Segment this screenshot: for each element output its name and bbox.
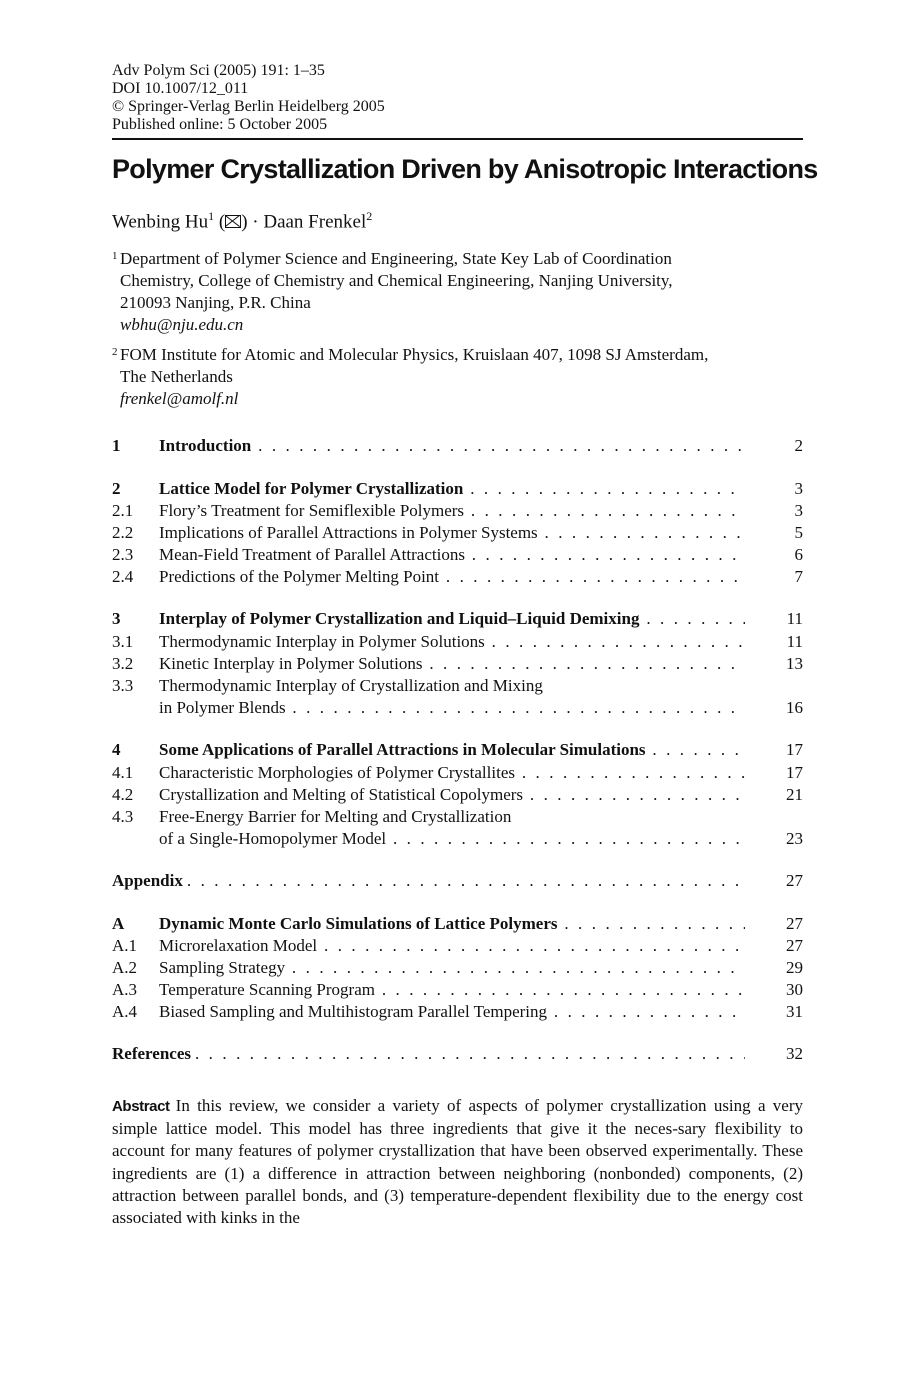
affiliation-number: 2 <box>112 346 118 359</box>
paper-page <box>112 62 818 1229</box>
toc-number: 3.2 <box>112 653 134 673</box>
toc-title <box>159 807 745 827</box>
toc-page-number: 21 <box>786 784 803 804</box>
toc-number: 3.3 <box>112 676 134 696</box>
author-email-link[interactable]: wbhu@nju.edu.cn <box>120 315 244 335</box>
toc-title-text: of a Single-Homopolymer Model <box>159 829 387 849</box>
toc-page-number: 11 <box>786 631 803 651</box>
toc-title <box>159 698 745 718</box>
toc-entry[interactable] <box>112 523 803 545</box>
toc-entry[interactable] <box>112 763 803 785</box>
toc-title-text: Predictions of the Polymer Melting Point <box>159 567 440 587</box>
toc-entry[interactable] <box>112 871 803 893</box>
toc-number: 4.2 <box>112 784 134 804</box>
toc-title <box>159 436 745 456</box>
toc-title-text: Free-Energy Barrier for Melting and Crystallization <box>159 806 512 826</box>
toc-title-text <box>191 1044 195 1063</box>
author-email-link[interactable]: frenkel@amolf.nl <box>120 389 239 409</box>
toc-number: References <box>112 1044 191 1064</box>
toc-entry[interactable] <box>112 1044 803 1066</box>
toc-title-text: Temperature Scanning Program <box>159 980 375 1000</box>
published-date: Published online: 5 October 2005 <box>112 116 328 133</box>
copyright: © Springer-Verlag Berlin Heidelberg 2005 <box>112 98 385 115</box>
toc-entry[interactable] <box>112 632 803 654</box>
toc-title-text: Biased Sampling and Multihistogram Parallel Tempering <box>159 1002 548 1022</box>
toc-entry[interactable] <box>112 829 803 851</box>
affiliation-line: Department of Polymer Science and Engineering, State Key Lab of Coordination <box>120 249 672 269</box>
toc-entry[interactable] <box>112 785 803 807</box>
toc-entry[interactable] <box>112 698 803 720</box>
toc-entry[interactable] <box>112 436 803 458</box>
toc-number: A.1 <box>112 935 138 955</box>
toc-page-number: 3 <box>794 500 803 520</box>
toc-page-number: 7 <box>794 567 803 587</box>
toc-page-number: 17 <box>786 740 803 760</box>
toc-entry[interactable] <box>112 479 803 501</box>
toc-number: A.3 <box>112 980 138 1000</box>
toc-title-text: Implications of Parallel Attractions in Polymer Systems <box>159 522 538 542</box>
toc-title <box>159 567 745 587</box>
toc-page-number: 23 <box>786 829 803 849</box>
toc-entry[interactable] <box>112 914 803 936</box>
author-name: Wenbing Hu <box>112 211 209 233</box>
toc-title-text: Sampling Strategy <box>159 957 286 977</box>
toc-title <box>159 914 745 934</box>
toc-title-text <box>183 871 187 890</box>
toc-entry[interactable] <box>112 567 803 589</box>
affiliation-line: Chemistry, College of Chemistry and Chemical Engineering, Nanjing University, <box>120 271 673 291</box>
toc-title <box>191 1044 745 1064</box>
author-name: Daan Frenkel <box>263 211 367 233</box>
toc-entry[interactable] <box>112 545 803 567</box>
toc-entry[interactable] <box>112 980 803 1002</box>
toc-page-number: 27 <box>786 913 803 933</box>
table-of-contents <box>112 436 803 1066</box>
toc-title-text: Lattice Model for Polymer Crystallization <box>159 478 464 498</box>
toc-entry[interactable] <box>112 654 803 676</box>
affiliation-number: 1 <box>112 250 118 263</box>
toc-title-text: Flory’s Treatment for Semiflexible Polymers <box>159 500 465 520</box>
toc-number: A.2 <box>112 957 138 977</box>
toc-title <box>159 654 745 674</box>
toc-title <box>159 676 745 696</box>
author-separator: · <box>247 211 264 233</box>
toc-page-number: 17 <box>786 762 803 782</box>
toc-number: A <box>112 913 125 933</box>
toc-number: 4.3 <box>112 806 134 826</box>
toc-title-text: Dynamic Monte Carlo Simulations of Lattice Polymers <box>159 913 558 933</box>
toc-title <box>159 1002 745 1022</box>
toc-page-number: 29 <box>786 957 803 977</box>
toc-number: 2.1 <box>112 500 134 520</box>
toc-title <box>159 479 745 499</box>
toc-number: 2 <box>112 478 121 498</box>
affiliation-marker: 2 <box>366 209 373 223</box>
toc-title <box>159 785 745 805</box>
toc-title-text: Thermodynamic Interplay in Polymer Solutions <box>159 631 485 651</box>
toc-entry[interactable] <box>112 676 803 698</box>
toc-title-text: Interplay of Polymer Crystallization and Liquid–Liquid Demixing <box>159 609 640 629</box>
affiliation-line: The Netherlands <box>120 367 233 387</box>
abstract <box>112 1095 803 1230</box>
toc-page-number: 3 <box>794 478 803 498</box>
toc-page-number: 27 <box>786 935 803 955</box>
toc-number: 3 <box>112 609 121 629</box>
toc-number: A.4 <box>112 1002 138 1022</box>
journal-header <box>112 62 803 134</box>
toc-page-number: 6 <box>794 545 803 565</box>
toc-page-number: 11 <box>786 609 803 629</box>
toc-entry[interactable] <box>112 1002 803 1024</box>
toc-title-text: Thermodynamic Interplay of Crystallization and Mixing <box>159 676 543 696</box>
toc-entry[interactable] <box>112 609 803 631</box>
affiliation-2 <box>112 344 803 410</box>
toc-number: Appendix <box>112 871 183 891</box>
toc-page-number: 13 <box>786 653 803 673</box>
toc-page-number: 27 <box>786 871 803 891</box>
abstract-label: Abstract <box>112 1097 170 1115</box>
affiliation-marker: 1 <box>208 209 215 223</box>
toc-title-text: Introduction <box>159 436 252 456</box>
envelope-icon <box>225 215 241 228</box>
toc-title <box>159 632 745 652</box>
affiliation-line: FOM Institute for Atomic and Molecular Physics, Kruislaan 407, 1098 SJ Amsterdam, <box>120 345 709 365</box>
toc-title-text: Some Applications of Parallel Attractions in Molecular Simulations <box>159 740 646 760</box>
toc-title <box>159 763 745 783</box>
toc-page-number: 2 <box>794 436 803 456</box>
toc-title <box>159 545 745 565</box>
affiliation-1 <box>112 248 803 336</box>
toc-number: 3.1 <box>112 631 134 651</box>
toc-title <box>159 501 745 521</box>
header-rule <box>112 138 803 140</box>
journal-citation: Adv Polym Sci (2005) 191: 1–35 <box>112 62 325 79</box>
toc-title-text: Microrelaxation Model <box>159 935 318 955</box>
toc-title <box>159 523 745 543</box>
toc-page-number: 31 <box>786 1002 803 1022</box>
abstract-text: In this review, we consider a variety of aspects of polymer crystallization using a very simple lattice model. This model has three ingredients that give it the neces-sary flexibility to account for many features of polymer crystallization that have been observed experimentally. These ingredients are (1) a difference in attraction between neighboring (nonbonded) components, (2) attraction between parallel bonds, and (3) temperature-dependent flexibility due to the energy cost associated with kinks in the <box>112 1095 803 1228</box>
toc-page-number: 30 <box>786 980 803 1000</box>
toc-title-text: in Polymer Blends <box>159 698 286 718</box>
toc-number: 2.3 <box>112 545 134 565</box>
toc-title-text: Characteristic Morphologies of Polymer Crystallites <box>159 762 515 782</box>
toc-entry[interactable] <box>112 936 803 958</box>
toc-number: 4.1 <box>112 762 134 782</box>
toc-number: 1 <box>112 436 121 456</box>
doi: DOI 10.1007/12_011 <box>112 80 249 97</box>
toc-entry[interactable] <box>112 807 803 829</box>
toc-page-number: 16 <box>786 698 803 718</box>
toc-page-number: 32 <box>786 1044 803 1064</box>
affiliation-line: 210093 Nanjing, P.R. China <box>120 293 311 313</box>
toc-title <box>159 936 745 956</box>
toc-title <box>183 871 745 891</box>
toc-title-text: Mean-Field Treatment of Parallel Attractions <box>159 545 465 565</box>
toc-title-text: Kinetic Interplay in Polymer Solutions <box>159 653 423 673</box>
toc-title <box>159 980 745 1000</box>
toc-page-number: 5 <box>794 522 803 542</box>
toc-entry[interactable] <box>112 740 803 762</box>
toc-entry[interactable] <box>112 958 803 980</box>
toc-number: 2.2 <box>112 522 134 542</box>
toc-number: 4 <box>112 740 121 760</box>
toc-title <box>159 958 745 978</box>
author-line: Wenbing Hu$^1$ ( ) · Daan Frenkel$^2$ <box>112 209 373 233</box>
toc-number: 2.4 <box>112 567 134 587</box>
toc-title <box>159 740 745 760</box>
toc-title <box>159 609 745 629</box>
toc-title <box>159 829 745 849</box>
toc-entry[interactable] <box>112 501 803 523</box>
toc-title-text: Crystallization and Melting of Statistical Copolymers <box>159 784 524 804</box>
paper-title: Polymer Crystallization Driven by Anisotropic Interactions <box>112 154 818 184</box>
